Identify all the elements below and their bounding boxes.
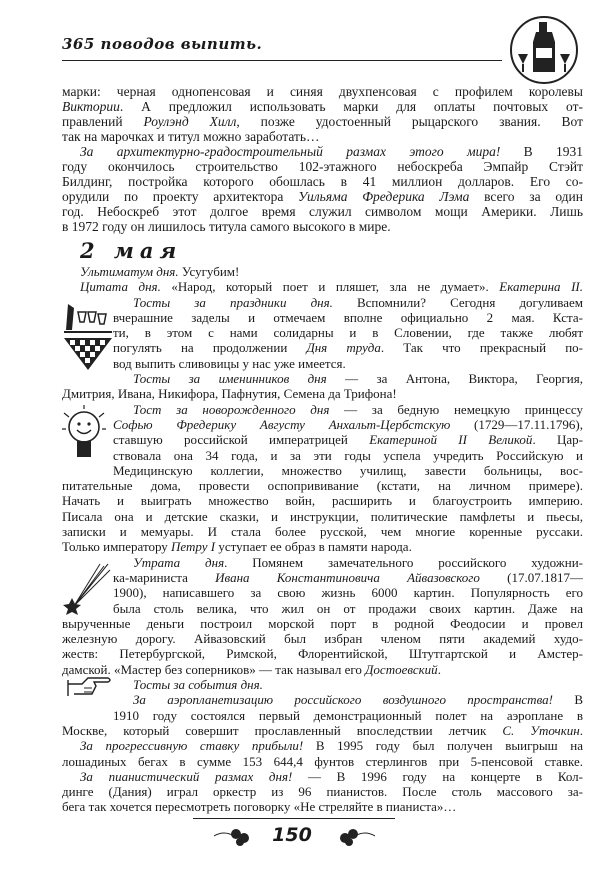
body-text: вырученные деньги построил морской порт в родной Феодосии и провел	[62, 615, 583, 631]
body-text: «Народ, который поет и пляшет, зла не думает».	[160, 279, 500, 295]
italic-text: Ультиматум дня.	[80, 264, 179, 279]
bottle-emblem-icon	[508, 14, 580, 86]
continued-text-block	[62, 84, 583, 234]
body-text: . Помянем замечательного российского художни-	[224, 554, 583, 570]
body-text: , позже удостоенный рыцарского звания. Вот	[236, 114, 583, 129]
body-text: лошадиных бегах в сумме 153 644,4 фунтов стерлингов при 5-пенсовой ставке.	[62, 753, 583, 769]
text-line	[62, 509, 583, 524]
text-line	[113, 708, 583, 723]
text-line	[62, 539, 583, 554]
body-text: В	[552, 692, 583, 708]
text-line	[62, 129, 583, 144]
body-text: бега так хочется пересмотреть поговорку «Не стреляйте в пианиста»…	[62, 799, 457, 815]
text-line	[62, 493, 583, 508]
text-line	[113, 601, 583, 616]
body-text: питательные дома, провести оспопрививание (кстати, на личном примере).	[62, 478, 583, 494]
text-line	[113, 448, 583, 463]
text-line	[62, 631, 583, 646]
body-text: Медицинскую коллегии, множество училищ, завести больницы, вос-	[113, 462, 583, 478]
body-text: В 1995 году был получен выигрыш на	[303, 738, 583, 754]
running-header-title: 365 поводов выпить.	[62, 35, 263, 53]
text-line	[133, 402, 583, 417]
body-text: . Так что прекрасный по-	[380, 340, 583, 356]
body-text: . А предложил использовать марки для оплаты почтовых от-	[119, 99, 583, 114]
text-line	[133, 371, 583, 386]
body-text: Дмитрия, Ивана, Никифора, Пафнутия, Семена да Трифона!	[62, 386, 397, 402]
body-text: динге (Дания) играл оркестр из 96 пианистов. После столь массового за-	[62, 784, 583, 800]
body-text: ти, в этом с нами солидарны и в Словении, где также любят	[113, 325, 583, 341]
text-line	[62, 646, 583, 661]
body-text: ставшую российской императрицей	[113, 432, 370, 448]
body-text: уступает ее образ в памяти народа.	[215, 539, 412, 555]
body-text: так на марочках и титул можно заработать…	[62, 129, 320, 144]
text-line	[62, 99, 583, 114]
text-line	[113, 340, 583, 355]
text-line	[113, 585, 583, 600]
italic-text: Достоевский	[365, 661, 438, 677]
text-line	[62, 524, 583, 539]
text-line	[113, 432, 583, 447]
body-text: Вспомнили? Сегодня догуливаем	[332, 294, 583, 310]
text-line	[62, 84, 583, 99]
pointing-hand-icon	[66, 674, 114, 700]
text-line	[80, 279, 583, 294]
text-line	[62, 784, 583, 799]
body-text: . Цар-	[532, 432, 583, 448]
body-text: железную дорогу. Айвазовский был избран членом пяти академий худо-	[62, 631, 583, 647]
italic-text: Виктории	[62, 99, 120, 114]
body-text: — В 1996 году на концерте в Кол-	[292, 768, 583, 784]
body-text: дамской. «Мастер без соперников» — так называл его	[62, 661, 366, 677]
italic-text: Екатерина II.	[499, 279, 583, 295]
smiling-lightbulb-icon	[62, 405, 106, 467]
body-text: В 1931	[500, 144, 583, 159]
text-line	[113, 310, 583, 325]
italic-text: С. Уточкин	[502, 722, 580, 738]
body-text: погулять на продолжении	[113, 340, 307, 356]
body-text: Начать и выиграть множество войн, расширить и благоустроить империю.	[62, 493, 583, 509]
text-line	[80, 769, 583, 784]
body-text: — за Антона, Виктора, Георгия,	[326, 371, 583, 387]
body-text: Билдинг, постройка которого обошлась в 41 миллион долларов. Его со-	[62, 174, 583, 189]
body-text: записки и мемуары. И стала более русской, чем многие коренные руссаки.	[62, 524, 583, 540]
italic-text: Уильяма Фредерика Лэма	[298, 189, 470, 204]
page-number: 150	[272, 824, 312, 846]
text-line	[113, 417, 583, 432]
body-text: орудили по проекту архитектора	[62, 189, 299, 204]
text-line	[62, 114, 583, 129]
text-line	[62, 219, 583, 234]
italic-text: Дня труда	[306, 340, 381, 356]
text-line	[62, 799, 583, 814]
text-line	[80, 738, 583, 753]
italic-text: За пианистический размах дня!	[80, 768, 293, 784]
body-text: ка-мариниста	[113, 569, 216, 585]
italic-text: Тосты за именинников дня	[133, 371, 327, 387]
day-entries-block	[62, 264, 583, 815]
glasses-and-checkered-tablecloth-icon	[62, 302, 114, 372]
italic-text: За архитектурно-градостроительный размах этого мира!	[80, 144, 501, 159]
day-heading: 2 мая	[80, 238, 183, 263]
floral-ornament-left-icon	[214, 824, 254, 846]
italic-text: Утрата дня	[133, 554, 225, 570]
italic-text: Тосты за события дня.	[133, 677, 263, 693]
body-text: Писала она и детские сказки, и инструкции, политические памфлеты и пьесы,	[62, 508, 583, 524]
italic-text: Ивана Константиновича Айвазовского	[215, 569, 480, 585]
body-text: марки: черная однопенсовая и синяя двухпенсовая с профилем королевы	[62, 84, 583, 99]
text-line	[62, 386, 583, 401]
text-line	[62, 204, 583, 219]
body-text: в 1972 году он лишилось титула самого высокого в мире.	[62, 219, 391, 234]
italic-text: Тост за новорожденного дня	[133, 401, 330, 417]
body-text: .	[579, 722, 583, 738]
italic-text: Цитата дня.	[80, 279, 161, 295]
body-text: году окончилось строительство 102-этажного небоскреба Эмпайр Стэйт	[62, 159, 583, 174]
text-line	[62, 723, 583, 738]
floral-ornament-right-icon	[335, 824, 375, 846]
body-text: Москве, который совершит прославленный впоследствии летчик	[62, 722, 503, 738]
text-line	[62, 662, 583, 677]
body-text: (17.07.1817—	[479, 569, 583, 585]
body-text: Только императору	[62, 539, 172, 555]
text-line	[62, 174, 583, 189]
italic-text: За прогрессивную ставку прибыли!	[80, 738, 304, 754]
text-line	[133, 677, 583, 692]
text-line	[62, 159, 583, 174]
body-text: ствовала она 34 года, и за эти годы успела учредить Российскую и	[113, 447, 583, 463]
italic-text: За аэропланетизацию российского воздушного пространства!	[133, 692, 553, 708]
body-text: 1900), написавшего за свою жизнь 6000 картин. Популярность его	[113, 585, 583, 601]
body-text: (1729—17.11.1796),	[450, 416, 583, 432]
header-rule	[62, 60, 502, 61]
shooting-star-icon	[62, 562, 112, 617]
italic-text: Софью Фредерику Августу Анхальт-Цербстскую	[113, 416, 451, 432]
text-line	[133, 295, 583, 310]
footer-rule	[193, 818, 395, 819]
body-text: всего за один	[469, 189, 583, 204]
body-text: — за бедную немецкую принцессу	[329, 401, 583, 417]
italic-text: Екатериной II Великой	[369, 432, 533, 448]
body-text: жеств: Петербургской, Римской, Флорентийской, Штутгартской и Амстер-	[62, 646, 583, 662]
text-line	[62, 189, 583, 204]
text-line	[113, 356, 583, 371]
body-text: 1910 году состоялся первый демонстрационный полет на аэроплане в	[113, 707, 583, 723]
text-line	[133, 692, 583, 707]
body-text: Усугубим!	[178, 264, 240, 279]
text-line	[133, 555, 583, 570]
italic-text: Роулэнд Хилл	[143, 114, 237, 129]
body-text: .	[437, 661, 441, 677]
text-line	[113, 325, 583, 340]
italic-text: Тосты за праздники дня.	[133, 294, 333, 310]
body-text: вчерашние заделы и отмечаем вполне официально 2 мая. Кста-	[113, 309, 583, 325]
text-line	[113, 570, 583, 585]
italic-text: Петру I	[171, 539, 216, 555]
text-line	[80, 144, 583, 159]
body-text: правлений	[62, 114, 144, 129]
text-line	[80, 264, 583, 279]
text-line	[113, 463, 583, 478]
text-line	[62, 754, 583, 769]
text-line	[62, 616, 583, 631]
body-text: вод выпить сливовицы у нас уже имеется.	[113, 355, 346, 371]
body-text: год. Небоскреб этот долгое время служил символом мощи Америки. Лишь	[62, 204, 583, 219]
text-line	[62, 478, 583, 493]
body-text: была столь велика, что жил он от продажи своих картин. Даже на	[113, 600, 583, 616]
